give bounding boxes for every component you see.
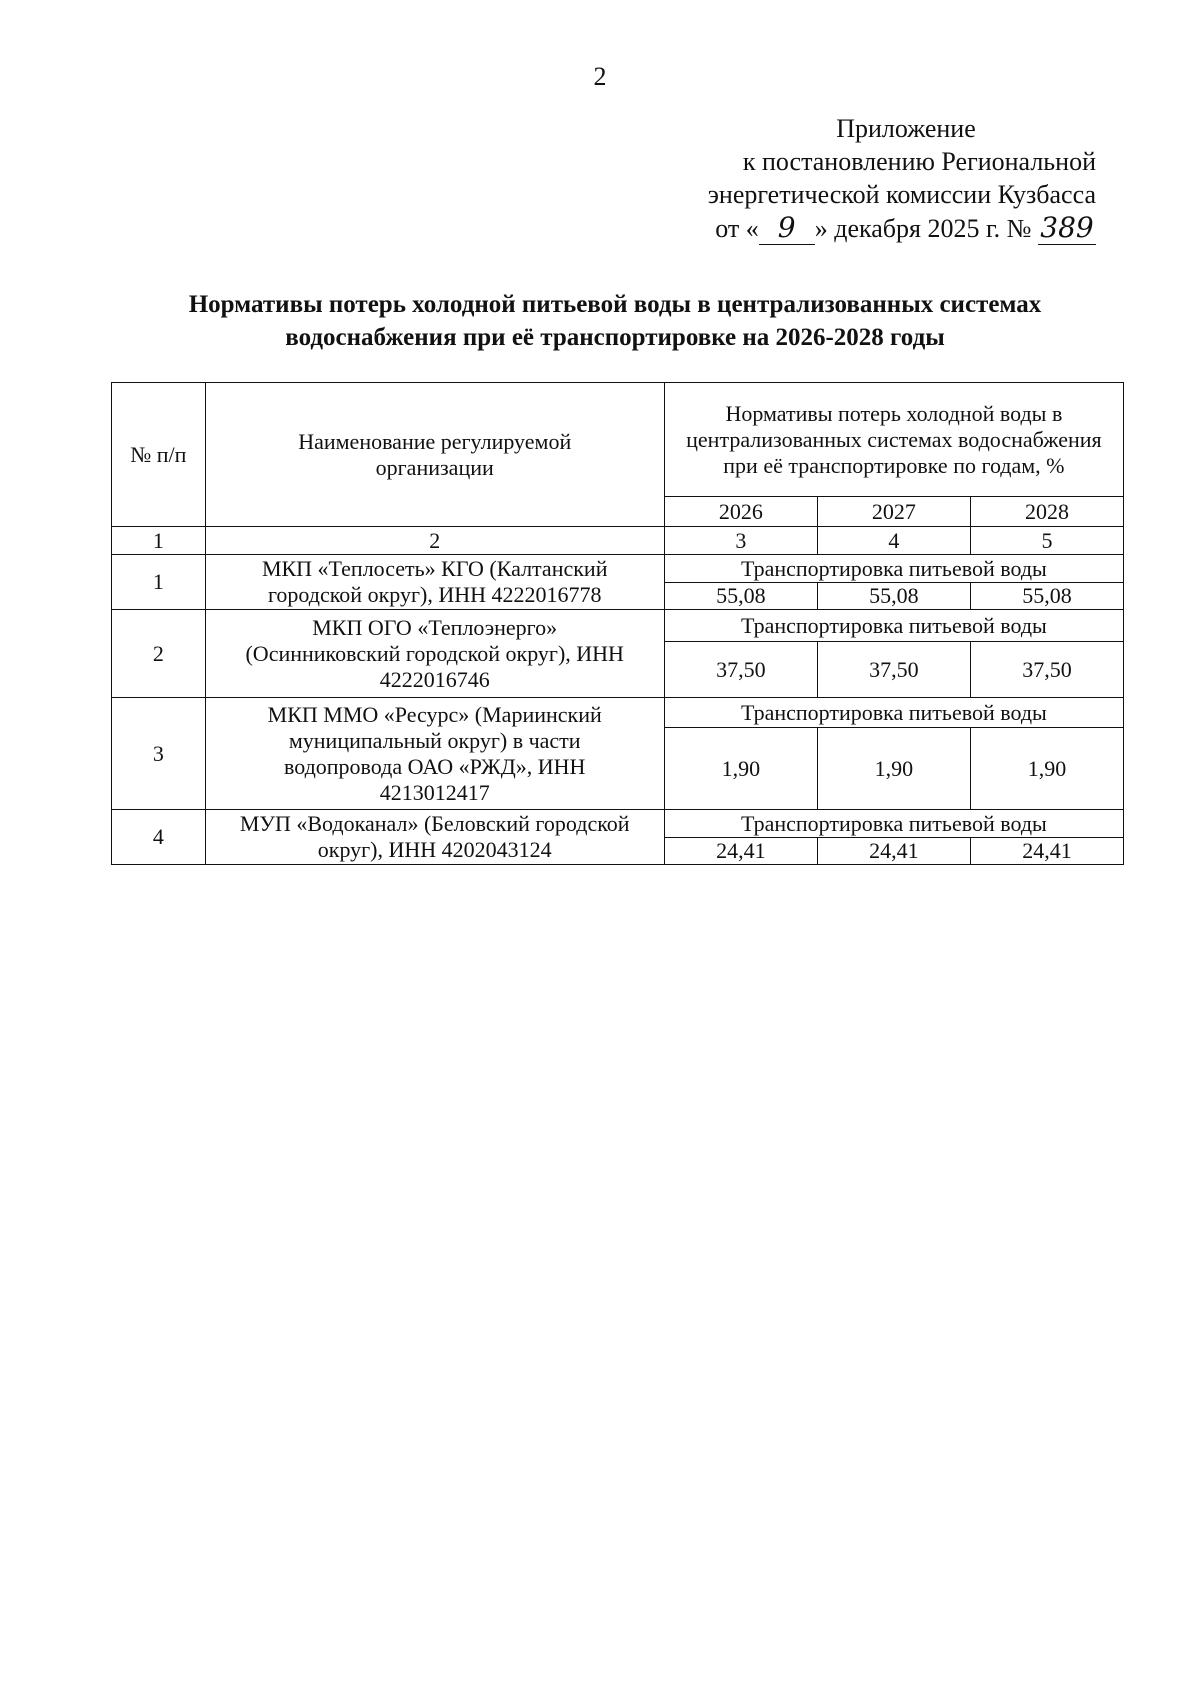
handwritten-day: 9 bbox=[759, 211, 815, 245]
header-organization: Наименование регулируемой организации bbox=[205, 383, 664, 527]
document-title bbox=[110, 288, 1120, 354]
row-2-value-2027: 37,50 bbox=[817, 642, 970, 698]
row-3-value-2027: 1,90 bbox=[817, 728, 970, 810]
row-2-number: 2 bbox=[112, 610, 206, 698]
appendix-title: Приложение bbox=[836, 114, 976, 143]
row-1-value-2028: 55,08 bbox=[970, 583, 1123, 610]
row-1-activity: Транспортировка питьевой воды bbox=[664, 555, 1123, 583]
header-year-2027: 2027 bbox=[817, 497, 970, 527]
row-2-organization: МКП ОГО «Теплоэнерго» (Осинниковский городской округ), ИНН 4222016746 bbox=[205, 610, 664, 698]
row-4-value-2026: 24,41 bbox=[664, 838, 817, 865]
row-2-value-2026: 37,50 bbox=[664, 642, 817, 698]
column-number-5: 5 bbox=[970, 527, 1123, 555]
column-number-1: 1 bbox=[112, 527, 206, 555]
row-3-activity: Транспортировка питьевой воды bbox=[664, 698, 1123, 728]
row-4-value-2028: 24,41 bbox=[970, 838, 1123, 865]
column-number-2: 2 bbox=[205, 527, 664, 555]
row-1-organization: МКП «Теплосеть» КГО (Калтанский городской округ), ИНН 4222016778 bbox=[205, 555, 664, 610]
appendix-date-line bbox=[656, 211, 1096, 245]
title-line-2: водоснабжения при её транспортировке на 2026-2028 годы bbox=[285, 324, 945, 351]
appendix-resolution-line: к постановлению Региональной bbox=[742, 147, 1096, 176]
header-year-2026: 2026 bbox=[664, 497, 817, 527]
norms-table bbox=[111, 382, 1124, 865]
appendix-commission-line: энергетической комиссии Кузбасса bbox=[707, 180, 1096, 209]
row-4-activity: Транспортировка питьевой воды bbox=[664, 810, 1123, 838]
header-number: № п/п bbox=[112, 383, 206, 527]
header-year-2028: 2028 bbox=[970, 497, 1123, 527]
date-prefix: от « bbox=[715, 214, 759, 243]
row-2-activity: Транспортировка питьевой воды bbox=[664, 610, 1123, 642]
row-4-number: 4 bbox=[112, 810, 206, 865]
row-3-value-2026: 1,90 bbox=[664, 728, 817, 810]
row-1-number: 1 bbox=[112, 555, 206, 610]
row-1-value-2026: 55,08 bbox=[664, 583, 817, 610]
row-1-value-2027: 55,08 bbox=[817, 583, 970, 610]
row-2-value-2028: 37,50 bbox=[970, 642, 1123, 698]
date-middle: » декабря 2025 г. № bbox=[814, 214, 1032, 243]
column-number-4: 4 bbox=[817, 527, 970, 555]
row-3-value-2028: 1,90 bbox=[970, 728, 1123, 810]
row-3-number: 3 bbox=[112, 698, 206, 810]
handwritten-doc-number: 389 bbox=[1038, 211, 1096, 245]
row-4-value-2027: 24,41 bbox=[817, 838, 970, 865]
row-3-organization: МКП ММО «Ресурс» (Мариинский муниципальный округ) в части водопровода ОАО «РЖД», ИНН 4213012417 bbox=[205, 698, 664, 810]
appendix-block bbox=[656, 112, 1096, 245]
header-norms: Нормативы потерь холодной воды в централизованных системах водоснабжения при её транспортировке по годам, % bbox=[664, 383, 1123, 497]
column-number-3: 3 bbox=[664, 527, 817, 555]
title-line-1: Нормативы потерь холодной питьевой воды в централизованных системах bbox=[188, 291, 1042, 318]
row-4-organization: МУП «Водоканал» (Беловский городской округ), ИНН 4202043124 bbox=[205, 810, 664, 865]
page-number: 2 bbox=[593, 62, 607, 91]
